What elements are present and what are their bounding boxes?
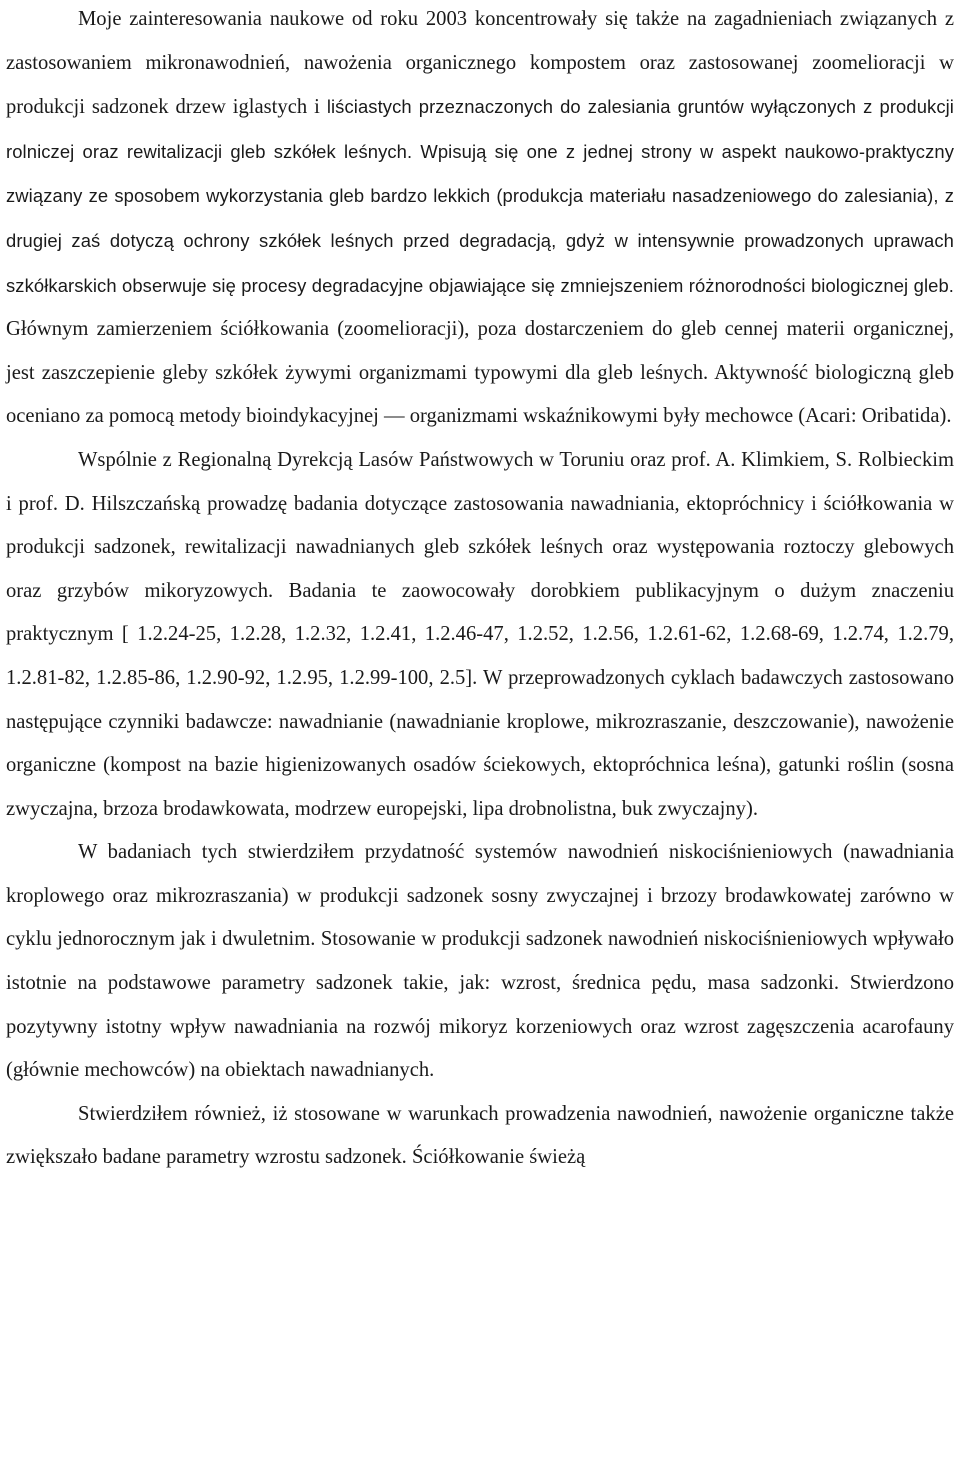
paragraph-research-interests bbox=[6, 0, 954, 439]
paragraph-organic-fertilization bbox=[6, 1093, 954, 1180]
paragraph-3-segment-1: W badaniach tych stwierdziłem przydatność systemów nawodnień niskociśnieniowych (nawadniania kroplowego oraz mikrozraszania) w produkcji sadzonek sosny zwyczajnej i brzozy brodawkowatej zarówno w cyklu jednorocznym jak i dwuletnim. Stosowanie w produkcji sadzonek nawodnień niskociśnieniowych wpływało istotnie na podstawowe parametry sadzonek takie, jak: wzrost, średnica pędu, masa sadzonki. Stwierdzono pozytywny istotny wpływ nawadniania na rozwój mikoryz korzeniowych oraz wzrost zagęszczenia acarofauny (głównie mechowców) na obiektach nawadnianych. bbox=[6, 841, 954, 1082]
paragraph-2-segment-1: Wspólnie z Regionalną Dyrekcją Lasów Państwowych w Toruniu oraz prof. A. Klimkiem, S. Rolbieckim i prof. D. Hilszczańską prowadzę badania dotyczące zastosowania nawadniania, ektopróchnicy i ściółkowania w produkcji sadzonek, rewitalizacji nawadnianych gleb szkółek leśnych oraz występowania roztoczy glebowych oraz grzybów mikoryzowych. Badania te zaowocowały dorobkiem publikacyjnym o dużym znaczeniu praktycznym [ 1.2.24-25, 1.2.28, 1.2.32, 1.2.41, 1.2.46-47, 1.2.52, 1.2.56, 1.2.61-62, 1.2.68-69, 1.2.74, 1.2.79, 1.2.81-82, 1.2.85-86, 1.2.90-92, 1.2.95, 1.2.99-100, 2.5]. W przeprowadzonych cyklach badawczych zastosowano następujące czynniki badawcze: nawadnianie (nawadnianie kroplowe, mikrozraszanie, deszczowanie), nawożenie organiczne (kompost na bazie higienizowanych osadów ściekowych, ektopróchnica leśna), gatunki roślin (sosna zwyczajna, brzoza brodawkowata, modrzew europejski, lipa drobnolistna, buk zwyczajny). bbox=[6, 448, 954, 820]
paragraph-1-segment-2: liściastych przeznaczonych do zalesiania gruntów wyłączonych z produkcji rolniczej oraz rewitalizacji gleb szkółek leśnych. Wpisują się one z jednej strony w aspekt naukowo-praktyczny związany ze sposobem wykorzystania gleb bardzo lekkich (produkcja materiału nasadzeniowego do zalesiania), z drugiej zaś dotyczą ochrony szkółek leśnych przed degradacją, gdyż w intensywnie prowadzonych uprawach szkółkarskich obserwuje się procesy degradacyjne objawiające się zmniejszeniem różnorodności biologicznej gleb. bbox=[6, 96, 954, 296]
paragraph-1-segment-3: Głównym zamierzeniem ściółkowania (zoomelioracji), poza dostarczeniem do gleb cennej materii organicznej, jest zaszczepienie gleby szkółek żywymi organizmami typowymi dla gleb leśnych. Aktywność biologiczną gleb oceniano za pomocą metody bioindykacyjnej — organizmami wskaźnikowymi były mechowce (Acari: Oribatida). bbox=[6, 318, 954, 428]
paragraph-joint-research bbox=[6, 439, 954, 831]
document-page bbox=[6, 0, 954, 1180]
paragraph-1-segment-1: Moje zainteresowania naukowe od roku 2003 koncentrowały się także na zagadnieniach związanych z zastosowaniem mikronawodnień, nawożenia organicznego kompostem oraz zastosowanej zoomelioracji w produkcji sadzonek drzew iglastych i bbox=[6, 8, 954, 119]
paragraph-4-segment-1: Stwierdziłem również, iż stosowane w warunkach prowadzenia nawodnień, nawożenie organiczne także zwiększało badane parametry wzrostu sadzonek. Ściółkowanie świeżą bbox=[6, 1102, 954, 1169]
paragraph-irrigation-findings bbox=[6, 831, 954, 1093]
